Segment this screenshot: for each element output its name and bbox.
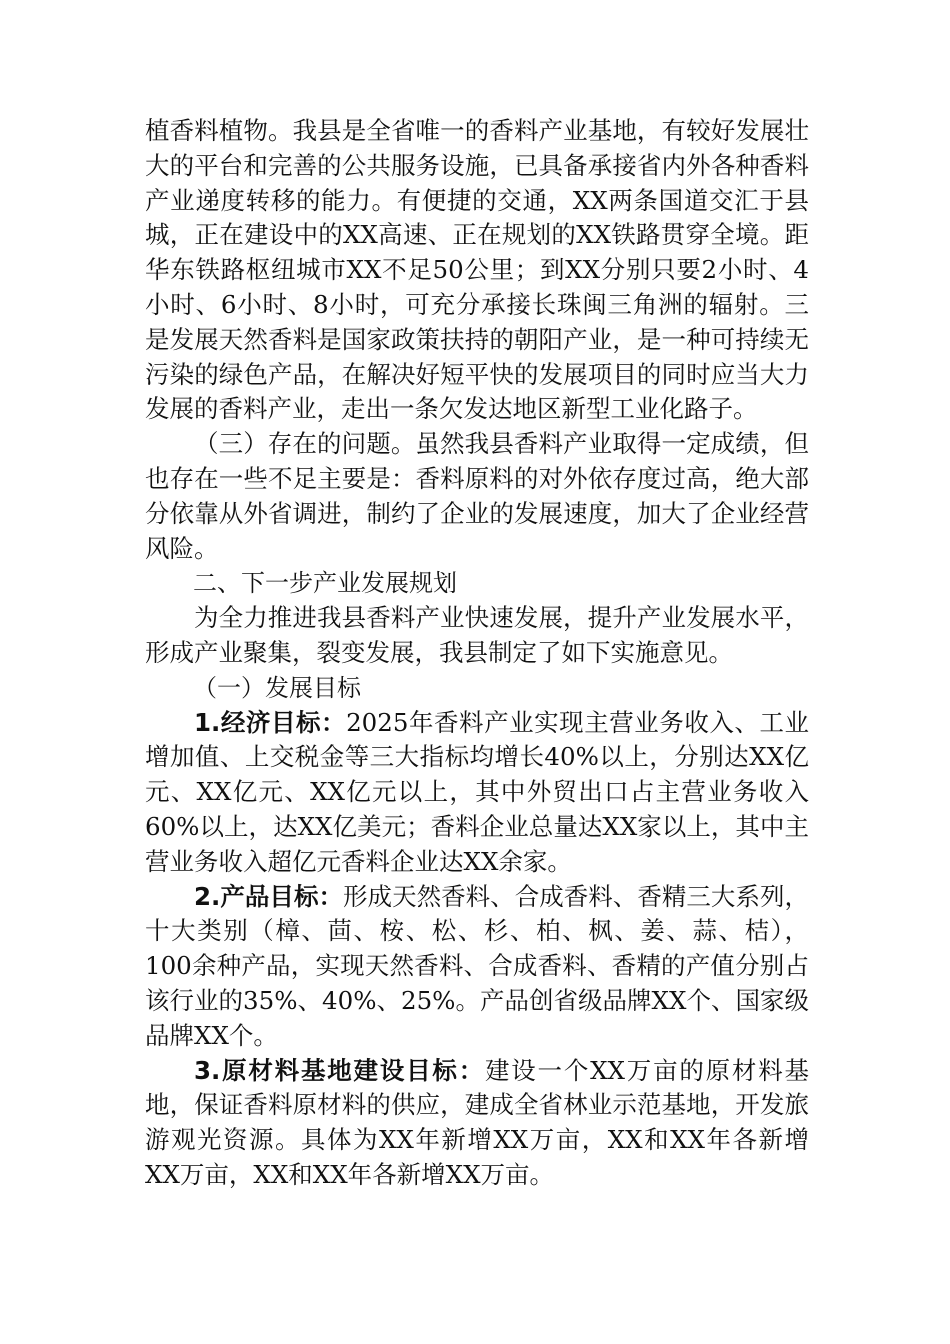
product-goal-text: 形成天然香料、合成香料、香精三大系列，十大类别（樟、茴、桉、松、杉、柏、枫、姜、蒜、桔），100余种产品，实现天然香料、合成香料、香精的产值分别占该行业的35%、40%、25%。产品创省级品牌XX个、国家级品牌XX个。: [145, 881, 809, 1050]
section-heading-development-plan: 二、下一步产业发展规划: [193, 569, 457, 598]
subsection-heading-goals: （一）发展目标: [193, 673, 361, 702]
economic-goal-text: 2025年香料产业实现主营业务收入、工业增加值、上交税金等三大指标均增长40%以上，分别达XX亿元、XX亿元、XX亿元以上，其中外贸出口占主营业务收入60%以上，达XX亿美元；香料企业总量达XX家以上，其中主营业务收入超亿元香料企业达XX余家。: [145, 707, 809, 876]
paragraph-economic-goal: [145, 706, 809, 880]
economic-goal-label: 1.经济目标：: [194, 707, 347, 737]
product-goal-label: 2.产品目标：: [194, 881, 344, 911]
paragraph-raw-material-goal: [145, 1054, 809, 1193]
paragraph-product-goal: [145, 880, 809, 1054]
raw-material-goal-label: 3.原材料基地建设目标：: [194, 1055, 485, 1085]
document-page: [145, 114, 809, 1193]
paragraph-implementation-intro: 为全力推进我县香料产业快速发展，提升产业发展水平，形成产业聚集，裂变发展，我县制定了如下实施意见。: [145, 603, 809, 667]
paragraph-continuation: 植香料植物。我县是全省唯一的香料产业基地，有较好发展壮大的平台和完善的公共服务设施，已具备承接省内外各种香料产业递度转移的能力。有便捷的交通，XX两条国道交汇于县城，正在建设中的XX高速、正在规划的XX铁路贯穿全境。距华东铁路枢纽城市XX不足50公里；到XX分别只要2小时、4小时、6小时、8小时，可充分承接长珠闽三角洲的辐射。三是发展天然香料是国家政策扶持的朝阳产业，是一种可持续无污染的绿色产品，在解决好短平快的发展项目的同时应当大力发展的香料产业，走出一条欠发达地区新型工业化路子。: [145, 116, 809, 424]
raw-material-goal-text: 建设一个XX万亩的原材料基地，保证香料原材料的供应，建成全省林业示范基地，开发旅游观光资源。具体为XX年新增XX万亩，XX和XX年各新增XX万亩，XX和XX年各新增XX万亩。: [145, 1055, 809, 1189]
paragraph-existing-problems: （三）存在的问题。虽然我县香料产业取得一定成绩，但也存在一些不足主要是：香料原料的对外依存度过高，绝大部分依靠从外省调进，制约了企业的发展速度，加大了企业经营风险。: [145, 429, 809, 563]
